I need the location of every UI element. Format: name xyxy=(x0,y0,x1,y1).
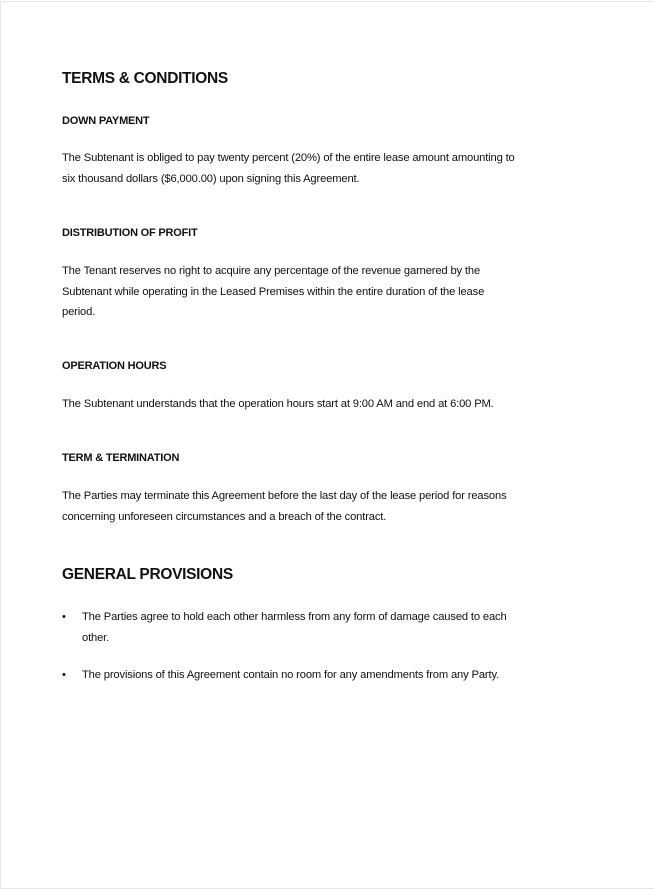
heading-down-payment: DOWN PAYMENT xyxy=(62,115,150,127)
text-line: Subtenant while operating in the Leased Premises within the entire duration of the lease xyxy=(62,285,485,298)
paragraph-operation-hours xyxy=(62,394,494,415)
text-line: period. xyxy=(62,306,96,318)
section-title-terms: TERMS & CONDITIONS xyxy=(62,70,228,87)
text-line: The Subtenant understands that the operation hours start at 9:00 AM and end at 6:00 PM. xyxy=(62,398,494,410)
heading-operation-hours: OPERATION HOURS xyxy=(62,360,167,372)
bullet-icon: • xyxy=(62,611,66,623)
provision-item xyxy=(62,607,622,649)
bullet-icon: • xyxy=(62,669,66,681)
heading-term-termination: TERM & TERMINATION xyxy=(62,452,180,464)
text-line: concerning unforeseen circumstances and a breach of the contract. xyxy=(62,510,387,523)
heading-distribution-of-profit: DISTRIBUTION OF PROFIT xyxy=(62,227,198,239)
text-line: The provisions of this Agreement contain no room for any amendments from any Party. xyxy=(82,669,500,681)
document-page xyxy=(0,1,654,889)
text-line: six thousand dollars ($6,000.00) upon signing this Agreement. xyxy=(62,172,360,185)
provision-item xyxy=(62,665,622,686)
paragraph-distribution-of-profit xyxy=(62,261,484,323)
text-line: other. xyxy=(82,631,110,644)
paragraph-down-payment xyxy=(62,148,515,189)
text-line: The Parties agree to hold each other harmless from any form of damage caused to each xyxy=(82,611,507,623)
paragraph-term-termination xyxy=(62,486,507,527)
text-line: The Subtenant is obliged to pay twenty percent (20%) of the entire lease amount amounting to xyxy=(62,152,515,164)
section-title-general-provisions: GENERAL PROVISIONS xyxy=(62,566,233,583)
text-line: The Tenant reserves no right to acquire any percentage of the revenue garnered by the xyxy=(62,265,481,277)
text-line: The Parties may terminate this Agreement before the last day of the lease period for reasons xyxy=(62,490,507,502)
